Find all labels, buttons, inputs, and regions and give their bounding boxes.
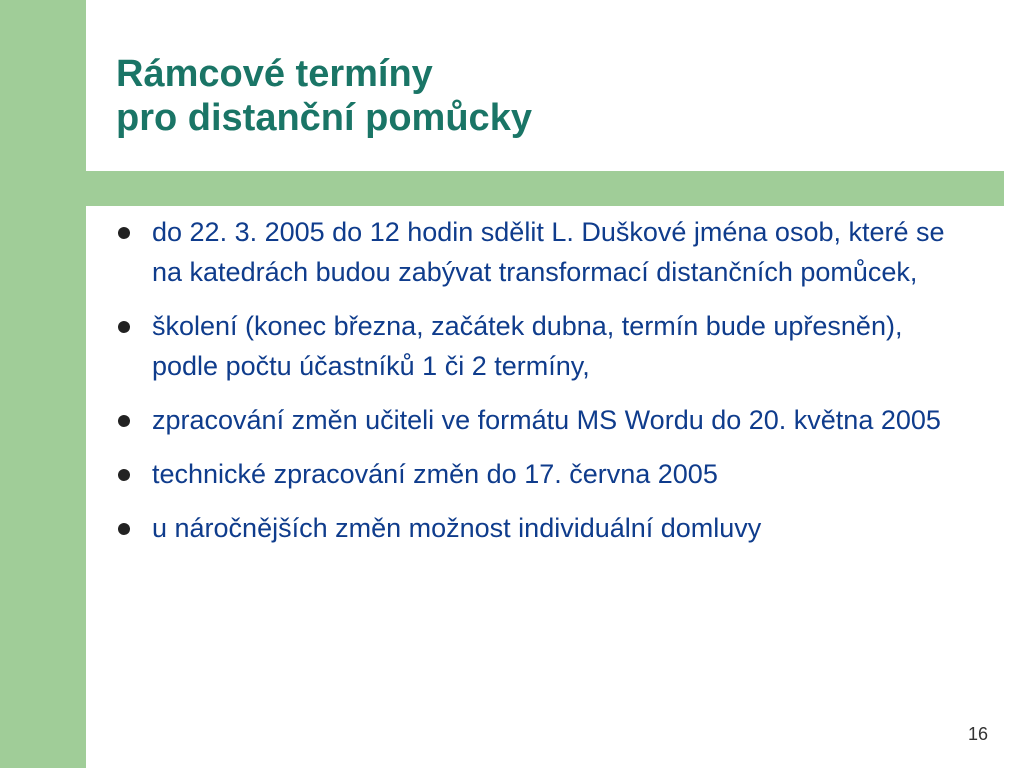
bullet-text: školení (konec března, začátek dubna, termín bude upřesněn), podle počtu účastníků 1 či 2 termíny, <box>152 311 903 381</box>
title-line-2: pro distanční pomůcky <box>116 97 532 139</box>
bullet-item <box>116 454 966 494</box>
bullet-item <box>116 508 966 548</box>
bullet-dot-icon <box>118 415 130 427</box>
bullet-dot-icon <box>118 469 130 481</box>
page-number: 16 <box>967 724 988 744</box>
title-line-1: Rámcové termíny <box>116 53 433 95</box>
bullet-text: u náročnějších změn možnost individuální domluvy <box>152 513 762 543</box>
left-accent-bar <box>0 0 86 768</box>
bullet-text: technické zpracování změn do 17. června 2005 <box>152 459 718 489</box>
bullet-item <box>116 306 966 386</box>
bullet-dot-icon <box>118 321 130 333</box>
bullet-text: zpracování změn učiteli ve formátu MS Wordu do 20. května 2005 <box>152 405 941 435</box>
bullet-item <box>116 400 966 440</box>
bullet-dot-icon <box>118 523 130 535</box>
bullet-text: do 22. 3. 2005 do 12 hodin sdělit L. Duškové jména osob, které se na katedrách budou zabývat transformací distančních pomůcek, <box>152 217 945 287</box>
bullet-list <box>116 212 966 562</box>
bullet-item <box>116 212 966 292</box>
bullet-dot-icon <box>118 227 130 239</box>
title-divider-bar <box>86 171 1004 206</box>
slide-title <box>116 52 532 140</box>
